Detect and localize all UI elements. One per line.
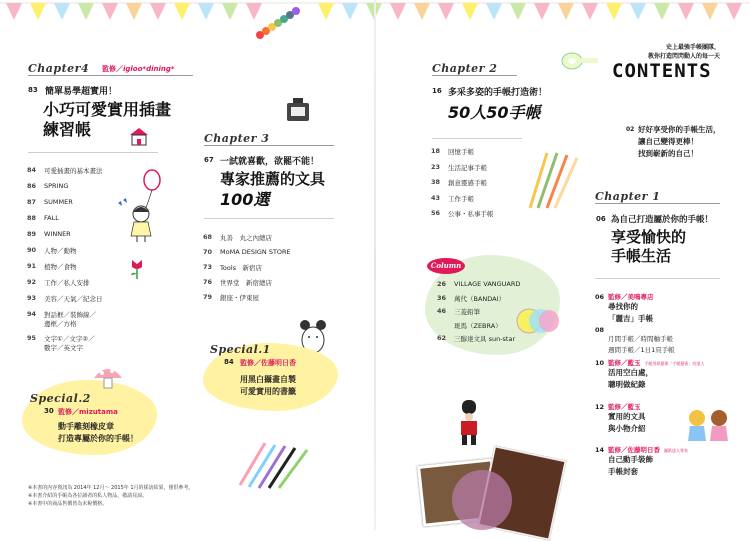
chapter4-item-4-text: WINNER xyxy=(44,230,71,238)
column-item-0[interactable] xyxy=(432,280,520,288)
chapter4-item-7-text: 工作／私人安排 xyxy=(44,279,90,287)
column-item-0-text: VILLAGE VANGUARD xyxy=(454,280,521,288)
chapter4-item-5-page: 90 xyxy=(26,246,36,254)
photo-card-3 xyxy=(452,470,512,530)
column-item-4-page: 62 xyxy=(436,334,446,342)
chapter3-item-3-page: 76 xyxy=(202,278,212,286)
chapter4-item-0-text: 可愛插畫的基本畫法 xyxy=(44,167,103,175)
girl-balloon-illustration xyxy=(115,168,175,247)
contents-intro-line1: 好好享受你的手帳生活， xyxy=(638,125,721,134)
pens-illustration xyxy=(235,440,315,494)
tulip-icon xyxy=(128,258,146,284)
chapter2-item-0-page: 18 xyxy=(430,147,440,155)
chapter4-item-7-page: 92 xyxy=(26,278,36,286)
special2-label: Special.2 xyxy=(30,392,91,405)
footnotes xyxy=(28,484,194,508)
chapter3-item-2-page: 73 xyxy=(202,263,212,271)
column-item-2-page: 46 xyxy=(436,307,446,315)
chapter4-title-line1: 小巧可愛實用插畫 xyxy=(43,100,172,119)
special2-supervisor: 監修／mizutama xyxy=(58,408,118,416)
tape-roll-icon xyxy=(560,50,600,76)
footnote-2: ※本書介紹的手帳為各位讀者的私人物品，敬請見諒。 xyxy=(28,493,148,499)
special2-line2: 打造專屬於你的手帳！ xyxy=(58,434,138,443)
chapter4-item-2-page: 87 xyxy=(26,198,36,206)
chapter4-item-10-page: 95 xyxy=(26,334,36,342)
chapter2-title: 50人50手帳 xyxy=(448,103,541,122)
chapter3-item-0-text: 丸善 丸之內總店 xyxy=(220,234,272,242)
column-item-4[interactable] xyxy=(432,334,515,343)
contents-intro-line3: 找到嶄新的自己！ xyxy=(638,149,698,158)
washi-tape-icon xyxy=(515,303,561,343)
chapter4-item-6-text: 植物／食物 xyxy=(44,263,77,271)
chapter1-item-4-supervisor: 監修／佐藤明日香 xyxy=(608,446,660,454)
chapter2-item-1[interactable] xyxy=(426,163,487,172)
chapter1-item-2-supervisor: 監修／藍玉 xyxy=(608,359,641,367)
chapter2-item-1-page: 23 xyxy=(430,162,440,171)
chapter1-divider xyxy=(595,278,720,279)
chapter1-item-3-page: 12 xyxy=(594,403,604,411)
special1-line2: 可愛實用的書籤 xyxy=(240,387,296,396)
chapter1-item-3-line1: 實用的文具 xyxy=(608,412,646,421)
chapter1-title-line1: 享受愉快的 xyxy=(611,228,687,246)
column-item-0-page: 26 xyxy=(436,280,446,288)
contents-intro xyxy=(638,124,721,160)
contents-title: CONTENTS xyxy=(612,60,712,82)
chapter4-item-9-text-line2: 邊框／方格 xyxy=(44,320,77,328)
chapter1-item-1-line2: 週間手帳／1日1頁手帳 xyxy=(608,346,675,354)
chapter4-item-1[interactable] xyxy=(22,182,68,190)
chapter1-item-1-page: 08 xyxy=(594,326,604,334)
special1-supervisor: 監修／佐藤明日香 xyxy=(240,359,296,367)
chapter4-item-0-page: 84 xyxy=(26,166,36,174)
chapter1-item-2-head xyxy=(590,358,740,367)
chapter4-divider xyxy=(28,152,158,153)
chapter4-item-8-text: 美容／天氣／紀念日 xyxy=(44,295,103,303)
contents-tagline-line1: 史上最強手帳團隊， xyxy=(665,44,720,51)
chapter1-item-4[interactable] xyxy=(590,445,740,478)
chapter4-item-4-page: 89 xyxy=(26,230,36,238)
chapter1-item-1-line1: 月間手帳／時間軸手帳 xyxy=(608,335,673,343)
pencils-illustration xyxy=(525,150,580,214)
chapter1-label: Chapter 1 xyxy=(595,190,661,203)
chapter4-page-num: 83 xyxy=(28,86,38,94)
chapter4-item-10-text: 文字①／文字②／ xyxy=(44,335,95,343)
contents-tagline xyxy=(615,42,720,60)
chapter3-item-1[interactable] xyxy=(198,248,291,256)
chapter1-item-4-head xyxy=(590,445,740,454)
chapter4-item-4[interactable] xyxy=(22,230,71,238)
chapter2-item-0[interactable] xyxy=(426,147,474,156)
footnote-3: ※本書中的商品售價皆為未稅價格。 xyxy=(28,501,108,507)
chapter2-item-0-text: 回憶手帳 xyxy=(448,148,474,156)
chapter4-item-0[interactable] xyxy=(22,166,103,175)
chapter4-item-6[interactable] xyxy=(22,262,77,271)
chapter2-item-1-text: 生活記事手帳 xyxy=(448,163,487,172)
chapter3-item-4[interactable] xyxy=(198,293,259,302)
chapter3-rule xyxy=(204,145,334,146)
chapter2-item-4-page: 56 xyxy=(430,209,440,217)
footnote-1: ※本書的內容資訊為 2014年 12月～ 2015年 1月的採訪結果，僅供參考。 xyxy=(28,485,194,491)
chapter2-item-4-text: 公事・私事手帳 xyxy=(448,210,494,218)
chapter1-item-2-page: 10 xyxy=(594,359,604,367)
column-item-1-page: 36 xyxy=(436,293,446,302)
chapter1-item-0-head xyxy=(590,292,740,301)
chapter3-item-3[interactable] xyxy=(198,278,272,287)
mushroom-icon xyxy=(92,364,124,394)
contents-tagline-line2: 教你打造閃閃動人的每一天 xyxy=(647,53,720,60)
chapter1-item-4-page: 14 xyxy=(594,446,604,454)
chapter3-item-2[interactable] xyxy=(198,263,262,272)
chapter3-item-1-page: 70 xyxy=(202,248,212,256)
chapter2-item-2[interactable] xyxy=(426,178,487,187)
chapter4-rule xyxy=(28,75,193,76)
ink-bottle-icon xyxy=(285,98,311,126)
chapter3-label: Chapter 3 xyxy=(204,132,270,145)
special1-label: Special.1 xyxy=(210,343,271,356)
chapter4-item-3-text: FALL xyxy=(44,214,59,222)
chapter4-item-9[interactable] xyxy=(22,310,96,328)
chapter1-rule xyxy=(595,203,720,204)
chapter4-item-6-page: 91 xyxy=(26,262,36,270)
chapter1-item-2-line1: 活用空白處， xyxy=(608,368,653,377)
soldier-figure-icon xyxy=(455,400,483,450)
chapter1-item-1[interactable] xyxy=(590,326,740,356)
chapter3-item-4-text: 銀座・伊東屋 xyxy=(220,294,259,302)
chapter4-item-8[interactable] xyxy=(22,294,103,303)
column-item-2[interactable] xyxy=(432,307,480,316)
chapter2-divider xyxy=(432,138,522,139)
chapter1-title-line2: 手帳生活 xyxy=(611,247,672,265)
chapter2-item-3-page: 43 xyxy=(430,193,440,202)
chapter4-item-5[interactable] xyxy=(22,246,77,255)
chapter4-item-9-page: 94 xyxy=(26,310,36,318)
chapter1-item-1-head xyxy=(590,326,740,334)
chapter3-item-0[interactable] xyxy=(198,233,272,242)
chapter1-item-4-line2: 手帳封套 xyxy=(608,467,638,476)
column-item-3-page xyxy=(432,321,446,330)
chapter3-lead: 一試就喜歡，欲罷不能！ xyxy=(220,157,320,167)
chapter4-title-line2: 練習帳 xyxy=(43,120,92,139)
chapter3-title-line2: 100選 xyxy=(220,190,270,209)
contents-intro-line2: 讓自己變得更棒！ xyxy=(638,137,698,146)
special2-page-num: 30 xyxy=(44,407,54,415)
chapter2-item-3-text: 工作手帳 xyxy=(448,194,474,203)
chapter1-item-4-line1: 自己動手裝飾 xyxy=(608,455,653,464)
chapter1-item-0-line2: 「麗吉」手帳 xyxy=(608,314,653,323)
column-label: Column xyxy=(427,258,465,274)
chapter1-item-0-supervisor: 監修／美鳴專店 xyxy=(608,293,654,301)
kids-illustration xyxy=(685,408,733,446)
contents-intro-num: 02 xyxy=(626,126,635,133)
chapter2-item-4[interactable] xyxy=(426,209,494,218)
column-item-3[interactable] xyxy=(432,321,502,330)
chapter3-item-4-page: 79 xyxy=(202,293,212,301)
chapter4-item-5-text: 人物／動物 xyxy=(44,247,77,255)
chapter4-item-3[interactable] xyxy=(22,214,59,222)
chapter4-item-3-page: 88 xyxy=(26,214,36,222)
special1-page-num: 84 xyxy=(224,358,234,366)
chapter4-item-10-text-line2: 數字／英文字 xyxy=(44,344,83,352)
chapter1-item-4-note: 圖紙達人專家 xyxy=(664,448,688,453)
chapter4-item-1-text: SPRING xyxy=(44,182,69,190)
chapter2-rule xyxy=(432,75,517,76)
column-item-4-text: 三醇達文具 sun-star xyxy=(454,335,516,343)
chapter2-page-num: 16 xyxy=(432,87,442,95)
chapter4-item-1-page: 86 xyxy=(26,182,36,190)
chapter4-item-2[interactable] xyxy=(22,198,73,206)
beads-decoration xyxy=(252,3,312,47)
chapter2-item-3[interactable] xyxy=(426,194,474,203)
column-item-1[interactable] xyxy=(432,294,505,303)
chapter3-title-line1: 專家推薦的文具 xyxy=(220,170,326,188)
chapter1-page-num: 06 xyxy=(596,215,606,223)
chapter4-item-2-text: SUMMER xyxy=(44,198,73,206)
chapter2-lead: 多采多姿的手帳打造術！ xyxy=(448,88,548,98)
chapter1-item-2-line2: 聰明做紀錄 xyxy=(608,380,646,389)
chapter3-item-0-page: 68 xyxy=(202,233,212,241)
column-item-3-text: 斑馬（ZEBRA） xyxy=(454,321,502,330)
chapter4-item-7[interactable] xyxy=(22,278,90,287)
chapter1-item-0-line1: 尋找你的 xyxy=(608,302,638,311)
chapter1-item-3-supervisor: 監修／藍玉 xyxy=(608,403,641,411)
column-item-1-text: 萬代（BANDAI） xyxy=(454,294,506,303)
chapter4-supervisor: 監修／igloo*dining* xyxy=(102,65,175,73)
column-item-2-text: 三菱鉛筆 xyxy=(454,308,480,316)
chapter4-lead: 簡單易學超實用！ xyxy=(45,87,118,97)
chapter3-divider xyxy=(204,218,334,219)
chapter4-item-9-text: 對話框／裝飾線／ xyxy=(44,311,96,319)
chapter3-item-2-text: Tools 新宿店 xyxy=(220,264,263,272)
chapter1-item-0[interactable] xyxy=(590,292,740,325)
chapter1-item-3-line2: 與小物介紹 xyxy=(608,424,646,433)
special1-line1: 用黑白攝畫自製 xyxy=(240,375,296,384)
chapter1-item-2[interactable] xyxy=(590,358,740,391)
chapter1-lead: 為自己打造屬於你的手帳！ xyxy=(611,215,714,225)
chapter3-page-num: 67 xyxy=(204,156,214,164)
chapter3-item-3-text: 世界堂 新宿總店 xyxy=(220,279,272,287)
chapter3-item-1-text: MoMA DESIGN STORE xyxy=(220,248,291,256)
chapter1-item-0-page: 06 xyxy=(594,293,604,301)
page-spine xyxy=(374,0,376,530)
house-icon xyxy=(128,126,150,150)
chapter4-label: Chapter4 xyxy=(28,62,90,75)
chapter4-item-10[interactable] xyxy=(22,334,95,352)
chapter1-item-2-note: 手帳用紙藝術「手帳藝術」的達人 xyxy=(644,361,705,366)
chapter2-item-2-page: 38 xyxy=(430,178,440,186)
chapter4-item-8-page: 93 xyxy=(26,294,36,302)
special2-line1: 動手雕刻橡皮章 xyxy=(58,422,114,431)
chapter2-item-2-text: 創意靈感手帳 xyxy=(448,179,487,187)
chapter2-label: Chapter 2 xyxy=(432,62,498,75)
